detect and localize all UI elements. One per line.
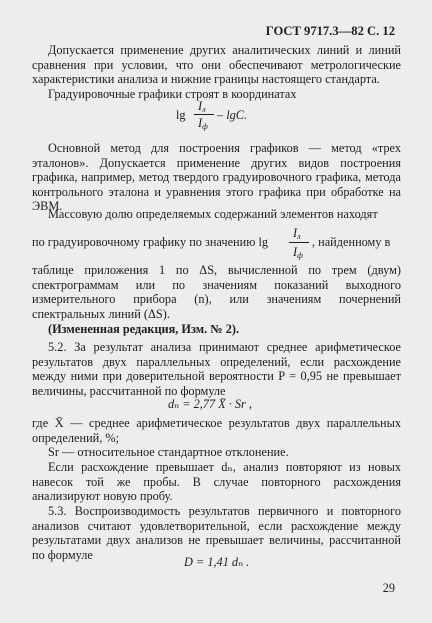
page-header: ГОСТ 9717.3—82 С. 12: [265, 24, 395, 38]
paragraph-sr: Sr — относительное стандартное отклонение.: [48, 445, 289, 459]
paragraph-mass-fraction: Массовую долю определяемых содержаний элементов находят: [48, 207, 378, 221]
paragraph-5-2: 5.2. За результат анализа принимают среднее арифметическое результатов двух параллельных определений, если расхождение между ними при доверительной вероятности P = 0,95 не превышает величины, рассчитанной по формуле: [32, 340, 401, 398]
paragraph-main-method: Основной метод для построения графиков — метод «трех эталонов». Допускается применение других видов построения графика, например, метод твердого градуировочного графика, метода контрольного эталона и уравнения этого графика при обработке на ЭВМ.: [32, 141, 401, 214]
formula-denominator: $I_ф$: [198, 116, 208, 131]
fraction-bar: [194, 114, 214, 115]
paragraph-where-x: где X̄ — среднее арифметическое результатов двух параллельных определений, %;: [32, 416, 401, 445]
formula-D: D = 1,41 dₙ .: [184, 555, 250, 569]
paragraph-mass-fraction-cont: таблице приложения 1 по ΔS, вычисленной по трем (двум) спектрограммам или по значениям показаний выходного измерительного прибора (n), или значениям почернений спектральных линий (ΔS).: [32, 263, 401, 321]
formula2-numerator: $I_л$: [293, 226, 301, 241]
formula-tail: – lgC.: [217, 108, 248, 122]
formula-numerator: $I_л$: [198, 99, 206, 114]
line-left-text: по градуировочному графику по значению lg: [32, 235, 269, 249]
paragraph-5-3: 5.3. Воспроизводимость результатов первичного и повторного анализов считают удовлетворительной, если расхождение между результатами двух анализов не превышает величины, рассчитанной по формуле: [32, 504, 401, 562]
page-number: 29: [382, 581, 395, 595]
amendment-note: (Измененная редакция, Изм. № 2).: [48, 322, 240, 336]
formula-dn: dₙ = 2,77 X̄ · Sr ,: [168, 397, 252, 411]
paragraph-analytic-lines: Допускается применение других аналитических линий и линий сравнения при условии, что они обеспечивают метрологические характеристики анализа и нижние границы настоящего стандарта.: [32, 43, 401, 87]
formula-lg: lg: [176, 108, 186, 122]
fraction2-bar: [289, 242, 309, 243]
paragraph-graphs-intro: Градуировочные графики строят в координатах: [48, 87, 297, 101]
formula2-denominator: $I_ф$: [293, 245, 303, 260]
line-right-text: , найденному в: [312, 235, 391, 249]
paragraph-repeat: Если расхождение превышает dₙ, анализ повторяют из новых навесок той же пробы. В случае повторного расхождения анализируют новую пробу.: [32, 460, 401, 504]
